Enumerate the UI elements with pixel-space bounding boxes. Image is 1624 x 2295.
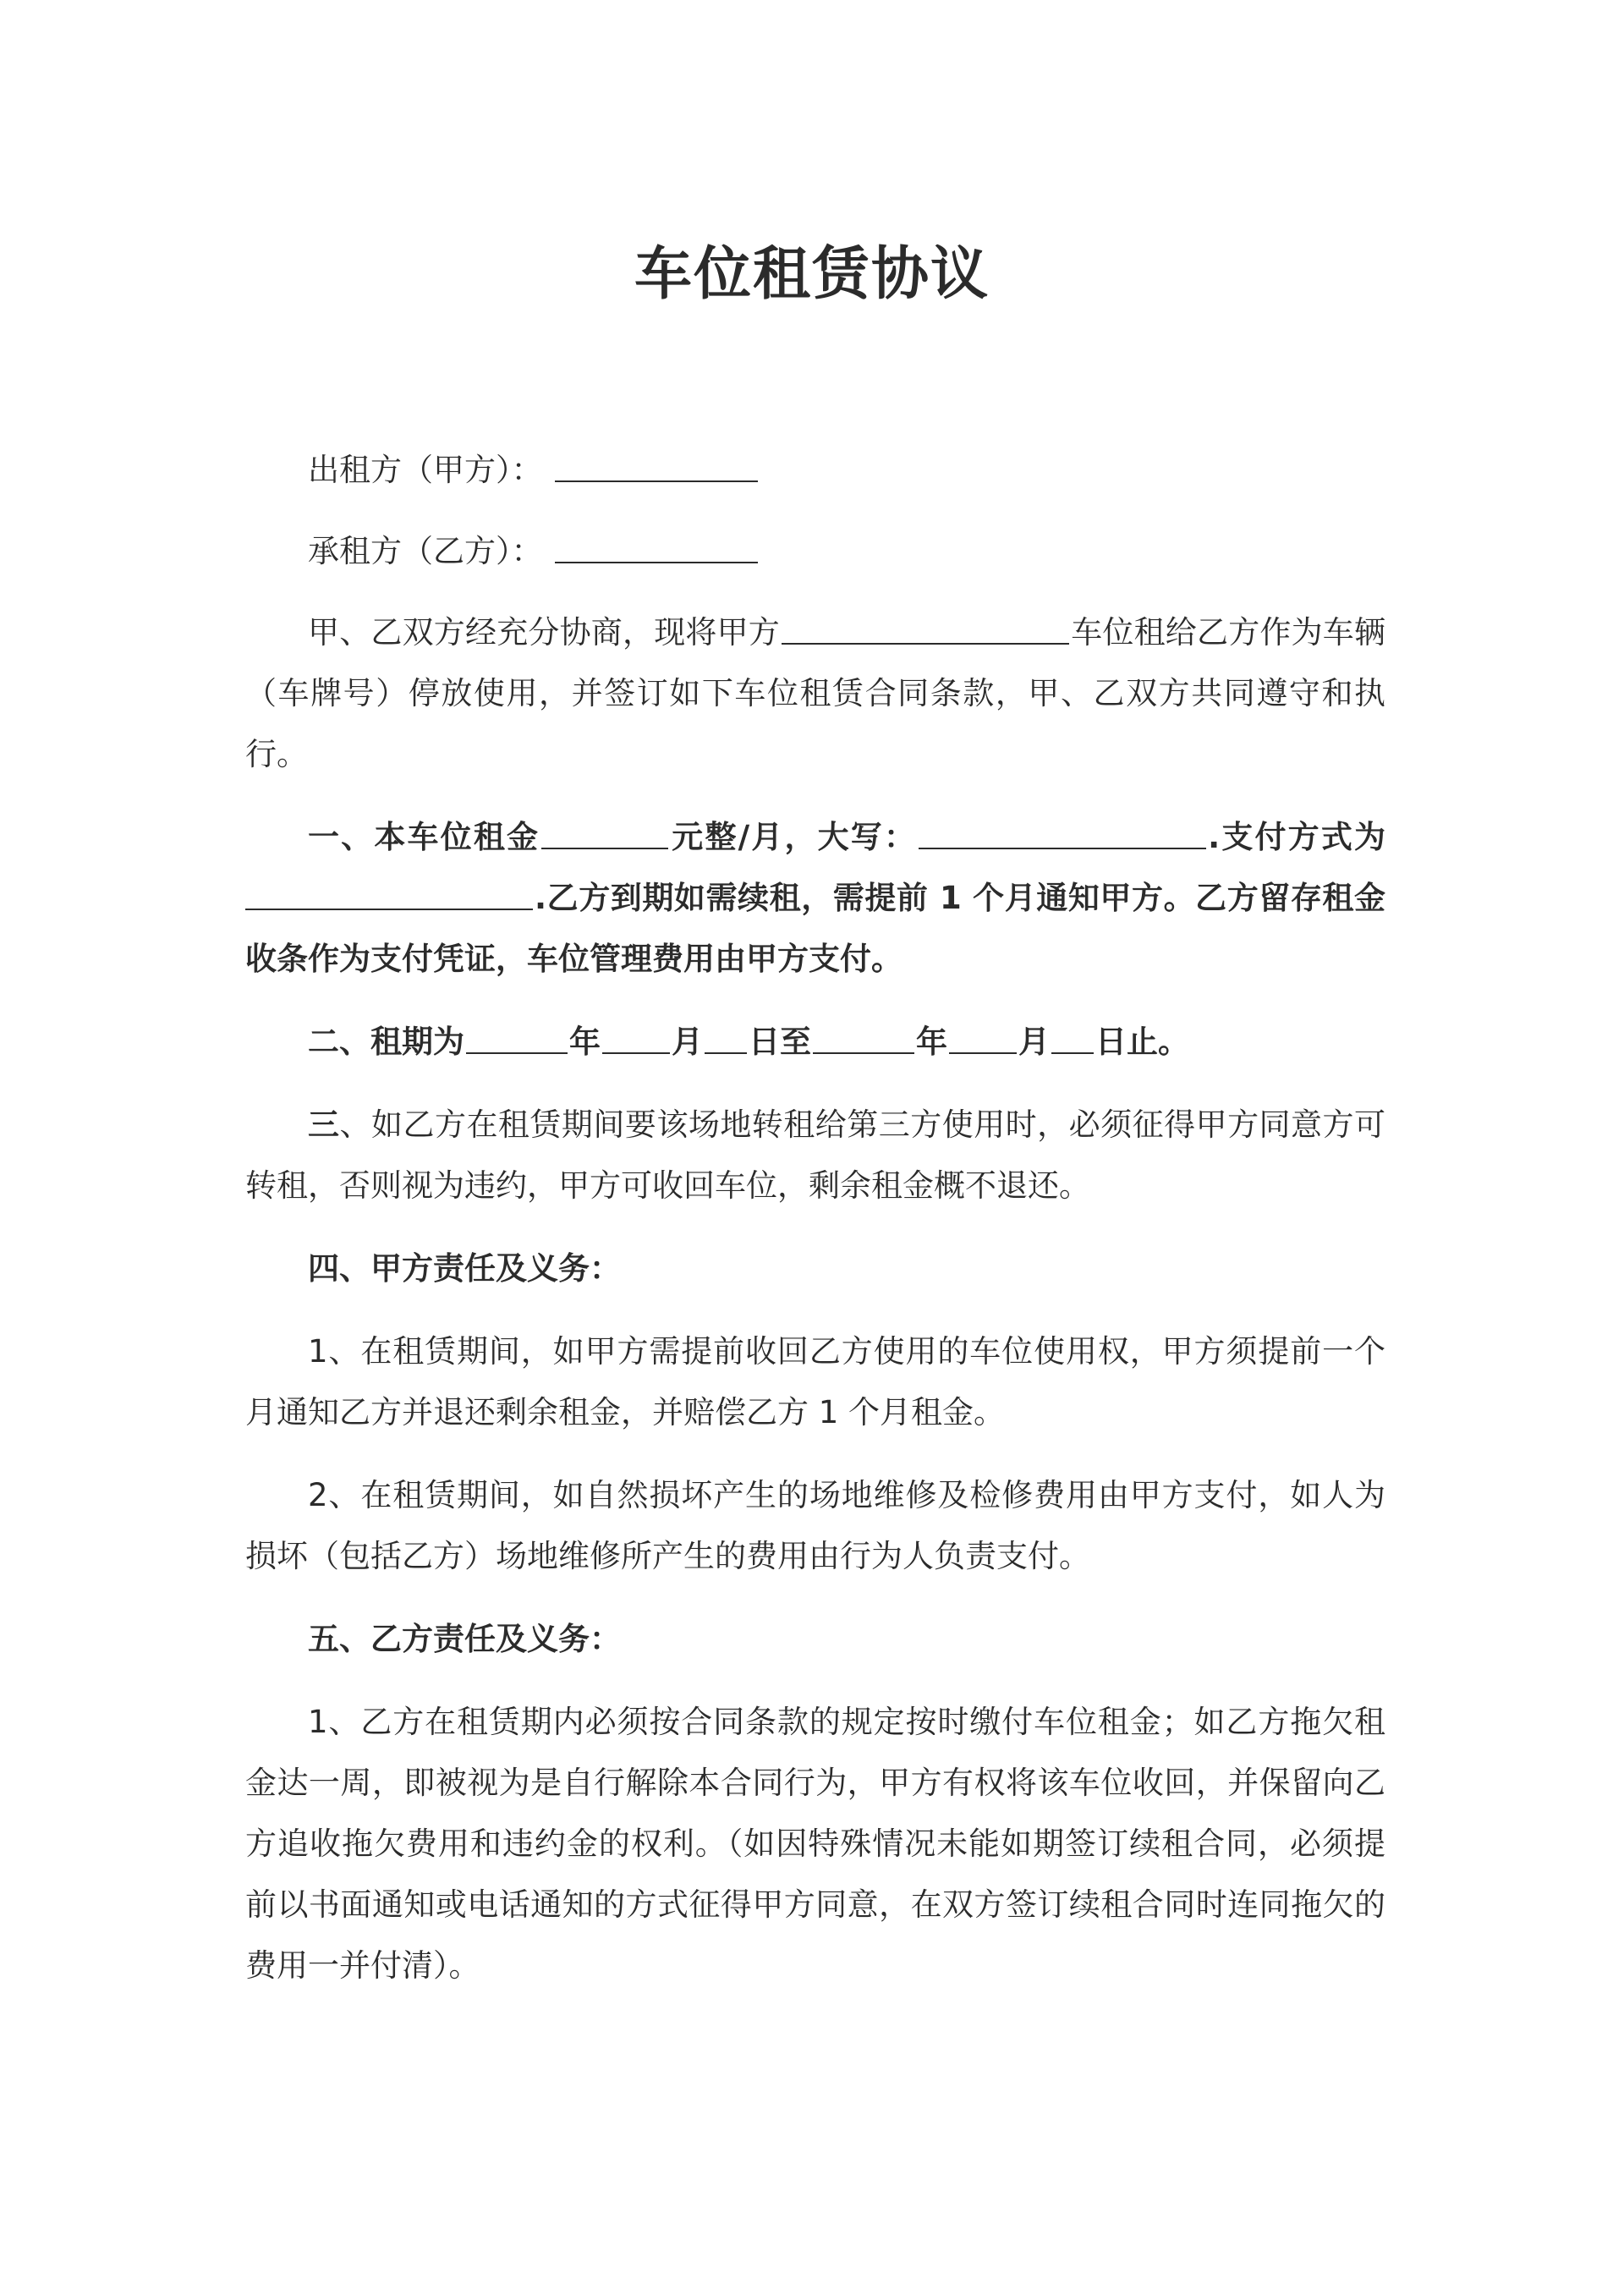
- intro-paragraph: [245, 602, 1385, 785]
- clause1-text-1: 一、本车位租金: [308, 819, 540, 855]
- start-day-label: 日至: [749, 1024, 811, 1060]
- end-month-blank: [949, 1018, 1017, 1054]
- clause2-text-1: 二、租期为: [308, 1024, 464, 1060]
- clause-1: [245, 807, 1385, 990]
- lessor-label: 出租方（甲方）：: [308, 452, 543, 488]
- start-year-label: 年: [569, 1024, 601, 1060]
- clause3-number: 三: [308, 1106, 340, 1143]
- clause1-text-3: .支付方式为: [1208, 819, 1385, 855]
- end-year-label: 年: [916, 1024, 947, 1060]
- clause1-text-4: .乙方到期如需续租，需提前 1 个月通知甲方。乙方留存租金收条作为支付凭证，车位管理费用由甲方支付。: [245, 880, 1385, 977]
- end-month-label: 月: [1018, 1024, 1050, 1060]
- section-4-item-2: 2、在租赁期间，如自然损坏产生的场地维修及检修费用由甲方支付，如人为损坏（包括乙方）场地维修所产生的费用由行为人负责支付。: [245, 1477, 1385, 1574]
- intro-text-1: 甲、乙双方经充分协商，现将甲方: [308, 614, 780, 651]
- section-5-heading: 五、乙方责任及义务：: [308, 1621, 621, 1657]
- lessee-line: [245, 521, 1385, 582]
- clause-2: [245, 1012, 1385, 1073]
- start-month-blank: [602, 1018, 670, 1054]
- parking-location-blank: [782, 609, 1069, 645]
- document-title: 车位租赁协议: [634, 241, 990, 308]
- intro-text-2: 车位租给乙方作为车辆（车牌号）停放使用，并签订如下车位租赁合同条款，甲、乙双方共同遵守和执行。: [245, 614, 1385, 772]
- end-day-blank: [1051, 1018, 1094, 1054]
- clause-3: [245, 1095, 1385, 1216]
- rent-capital-blank: [919, 814, 1206, 849]
- start-day-blank: [705, 1018, 747, 1054]
- end-day-label: 日止。: [1095, 1024, 1189, 1060]
- payment-method-blank: [245, 875, 533, 910]
- clause3-text: 、如乙方在租赁期间要该场地转租给第三方使用时，必须征得甲方同意方可转租，否则视为违约，甲方可收回车位，剩余租金概不退还。: [245, 1106, 1386, 1204]
- start-year-blank: [466, 1018, 568, 1054]
- section-4-item-1: 1、在租赁期间，如甲方需提前收回乙方使用的车位使用权，甲方须提前一个月通知乙方并退还剩余租金，并赔偿乙方 1 个月租金。: [245, 1333, 1385, 1430]
- end-year-blank: [813, 1018, 914, 1054]
- lessor-blank: [555, 447, 758, 482]
- rent-amount-blank: [541, 814, 668, 849]
- document-body: [245, 440, 1385, 2018]
- lessee-blank: [555, 528, 758, 563]
- lessor-line: [245, 440, 1385, 501]
- section-4-heading: 四、甲方责任及义务：: [308, 1250, 621, 1287]
- lessee-label: 承租方（乙方）：: [308, 533, 543, 569]
- clause1-text-2: 元整/月，大写：: [670, 819, 918, 855]
- start-month-label: 月: [672, 1024, 703, 1060]
- section-5-item-1: 1、乙方在租赁期内必须按合同条款的规定按时缴付车位租金；如乙方拖欠租金达一周，即被视为是自行解除本合同行为，甲方有权将该车位收回，并保留向乙方追收拖欠费用和违约金的权利。（如因特殊情况未能如期签订续租合同，必须提前以书面通知或电话通知的方式征得甲方同意，在双方签订续租合同时连同拖欠的费用一并付清）。: [245, 1704, 1385, 1984]
